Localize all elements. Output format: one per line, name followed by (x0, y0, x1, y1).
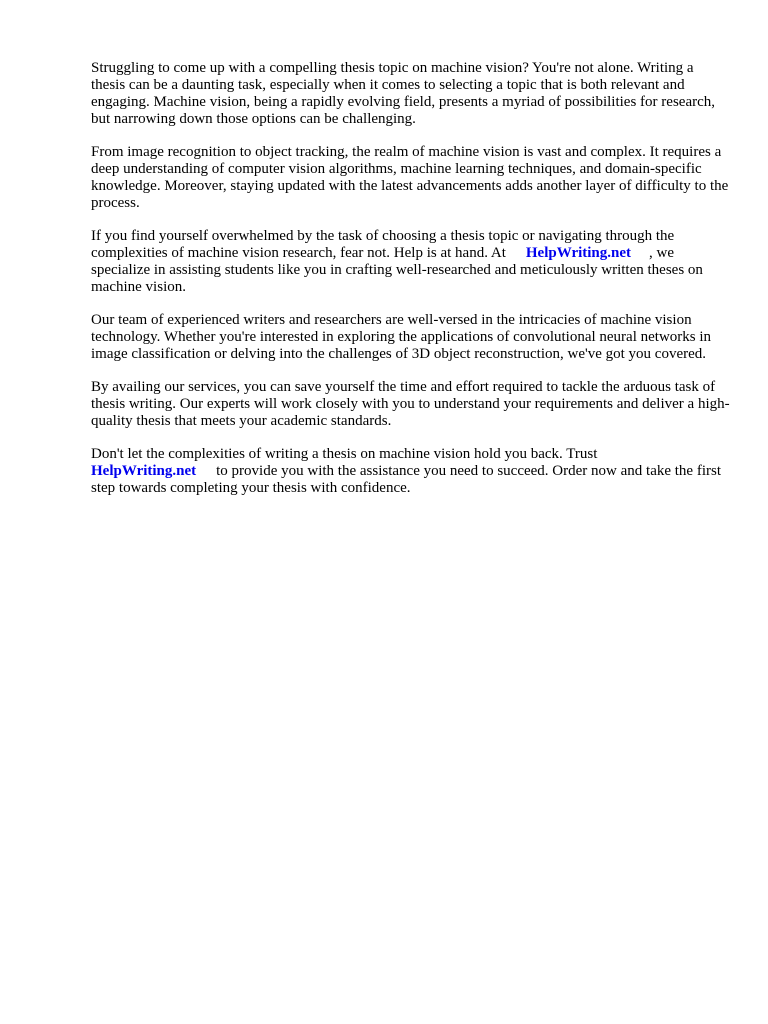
paragraph-help-text-after: , we specialize in assisting students like you in crafting well-researched and meticulously written theses on machine vision. (91, 245, 703, 295)
helpwriting-link[interactable]: HelpWriting.net (525, 245, 632, 261)
paragraph-help-text-before: If you find yourself overwhelmed by the task of choosing a thesis topic or navigating through the complexities of machine vision research, fear not. Help is at hand. At (91, 228, 675, 261)
paragraph-intro: Struggling to come up with a compelling thesis topic on machine vision? You're not alone. Writing a thesis can be a daunting task, especially when it comes to selecting a topic that is both relevant and engaging. Machine vision, being a rapidly evolving field, presents a myriad of possibilities for research, but narrowing down those options can be challenging. (91, 60, 716, 127)
document-body (91, 60, 731, 513)
paragraph-closing-text-before: Don't let the complexities of writing a thesis on machine vision hold you back. Trust (91, 446, 598, 462)
helpwriting-link-closing[interactable]: HelpWriting.net (91, 463, 197, 479)
paragraph-complexity: From image recognition to object tracking, the realm of machine vision is vast and complex. It requires a deep understanding of computer vision algorithms, machine learning techniques, and domain-specific knowledge. Moreover, staying updated with the latest advancements adds another layer of difficulty to the process. (91, 144, 729, 211)
paragraph-team: Our team of experienced writers and researchers are well-versed in the intricacies of machine vision technology. Whether you're interested in exploring the applications of convolutional neural networks in image classification or delving into the challenges of 3D object reconstruction, we've got you covered. (91, 312, 712, 362)
paragraph-closing-text-after: to provide you with the assistance you need to succeed. Order now and take the first step towards completing your thesis with confidence. (91, 463, 721, 496)
paragraph-closing (91, 446, 731, 497)
paragraph-help (91, 228, 731, 296)
paragraph-services: By availing our services, you can save yourself the time and effort required to tackle the arduous task of thesis writing. Our experts will work closely with you to understand your requirements and deliver a high-quality thesis that meets your academic standards. (91, 379, 730, 429)
